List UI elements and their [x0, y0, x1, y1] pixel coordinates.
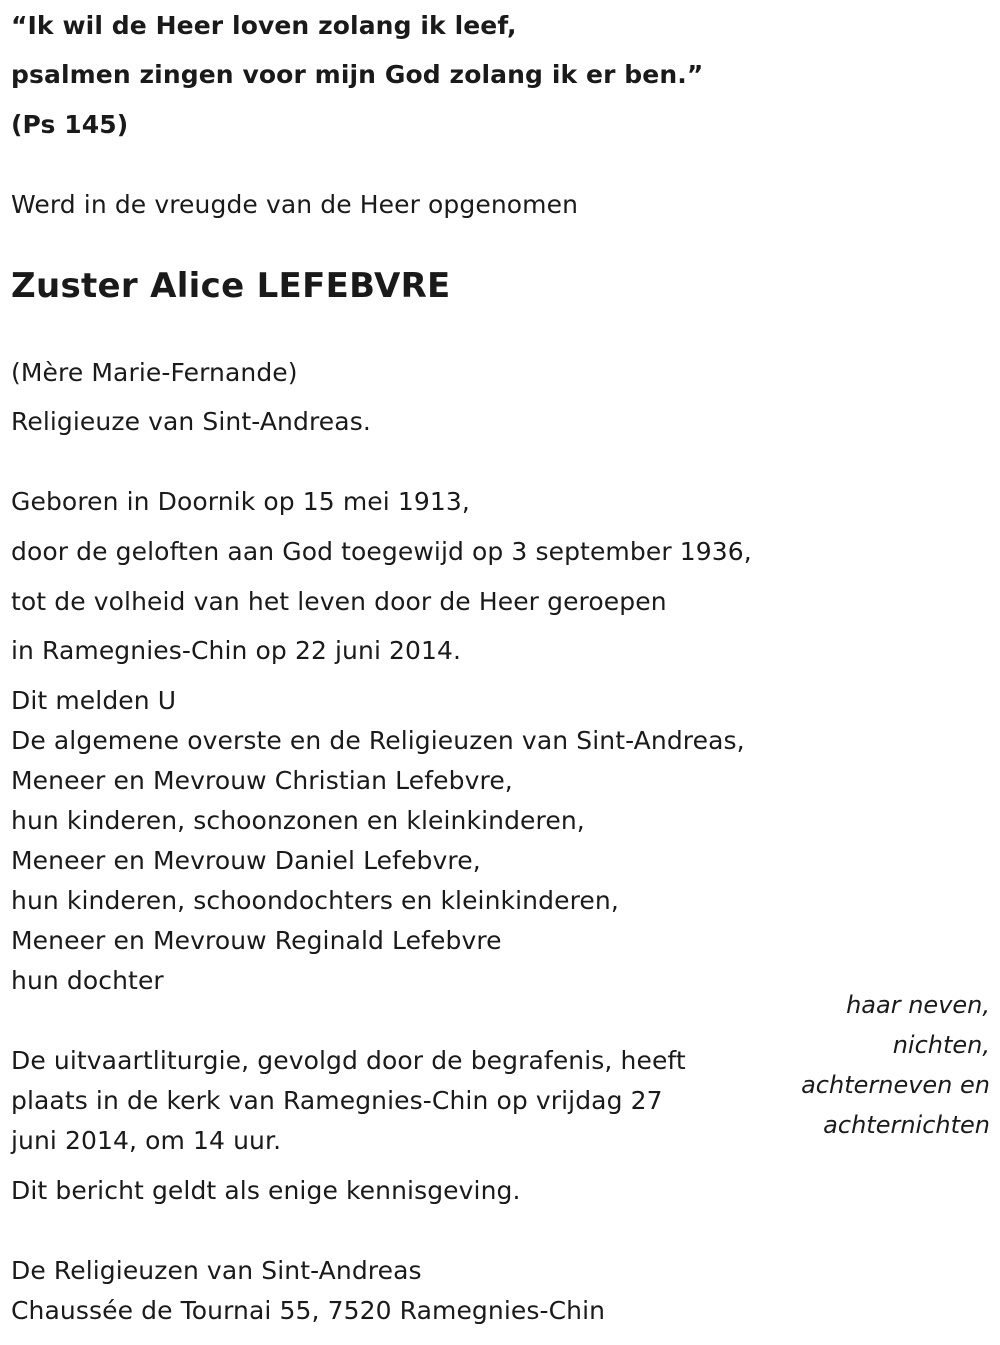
notice-text: Dit bericht geldt als enige kennisgeving.	[11, 1176, 521, 1205]
announcer-line: Meneer en Mevrouw Reginald Lefebvre	[11, 926, 502, 955]
funeral-line: plaats in de kerk van Ramegnies-Chin op vrijdag 27	[11, 1086, 663, 1115]
bio-line-vows: door de geloften aan God toegewijd op 3 september 1936,	[11, 537, 752, 566]
announcer-line: hun dochter	[11, 966, 164, 995]
intro-text: Werd in de vreugde van de Heer opgenomen	[11, 190, 579, 219]
funeral-line: juni 2014, om 14 uur.	[11, 1126, 282, 1155]
deceased-name: Zuster Alice LEFEBVRE	[11, 266, 451, 306]
religious-name: (Mère Marie-Fernande)	[11, 358, 298, 387]
sender-name: De Religieuzen van Sint-Andreas	[11, 1256, 422, 1285]
relatives-line: haar neven,	[846, 991, 990, 1019]
announcer-line: De algemene overste en de Religieuzen van Sint-Andreas,	[11, 726, 745, 755]
announcer-line: Meneer en Mevrouw Daniel Lefebvre,	[11, 846, 481, 875]
announcer-line: Dit melden U	[11, 686, 177, 715]
announcer-line: hun kinderen, schoonzonen en kleinkinderen,	[11, 806, 585, 835]
relatives-line: achternichten	[823, 1111, 990, 1139]
sender-address: Chaussée de Tournai 55, 7520 Ramegnies-Chin	[11, 1296, 606, 1325]
funeral-line: De uitvaartliturgie, gevolgd door de begrafenis, heeft	[11, 1046, 686, 1075]
bio-line-birth: Geboren in Doornik op 15 mei 1913,	[11, 487, 470, 516]
announcer-line: hun kinderen, schoondochters en kleinkinderen,	[11, 886, 619, 915]
relatives-line: achterneven en	[801, 1071, 990, 1099]
quote-line-1: “Ik wil de Heer loven zolang ik leef,	[11, 11, 517, 40]
bio-line-death: in Ramegnies-Chin op 22 juni 2014.	[11, 636, 462, 665]
quote-line-2: psalmen zingen voor mijn God zolang ik er ben.”	[11, 60, 704, 89]
religious-order: Religieuze van Sint-Andreas.	[11, 407, 371, 436]
relatives-line: nichten,	[892, 1031, 990, 1059]
announcer-line: Meneer en Mevrouw Christian Lefebvre,	[11, 766, 513, 795]
quote-reference: (Ps 145)	[11, 110, 129, 139]
bio-line-called: tot de volheid van het leven door de Heer geroepen	[11, 587, 667, 616]
